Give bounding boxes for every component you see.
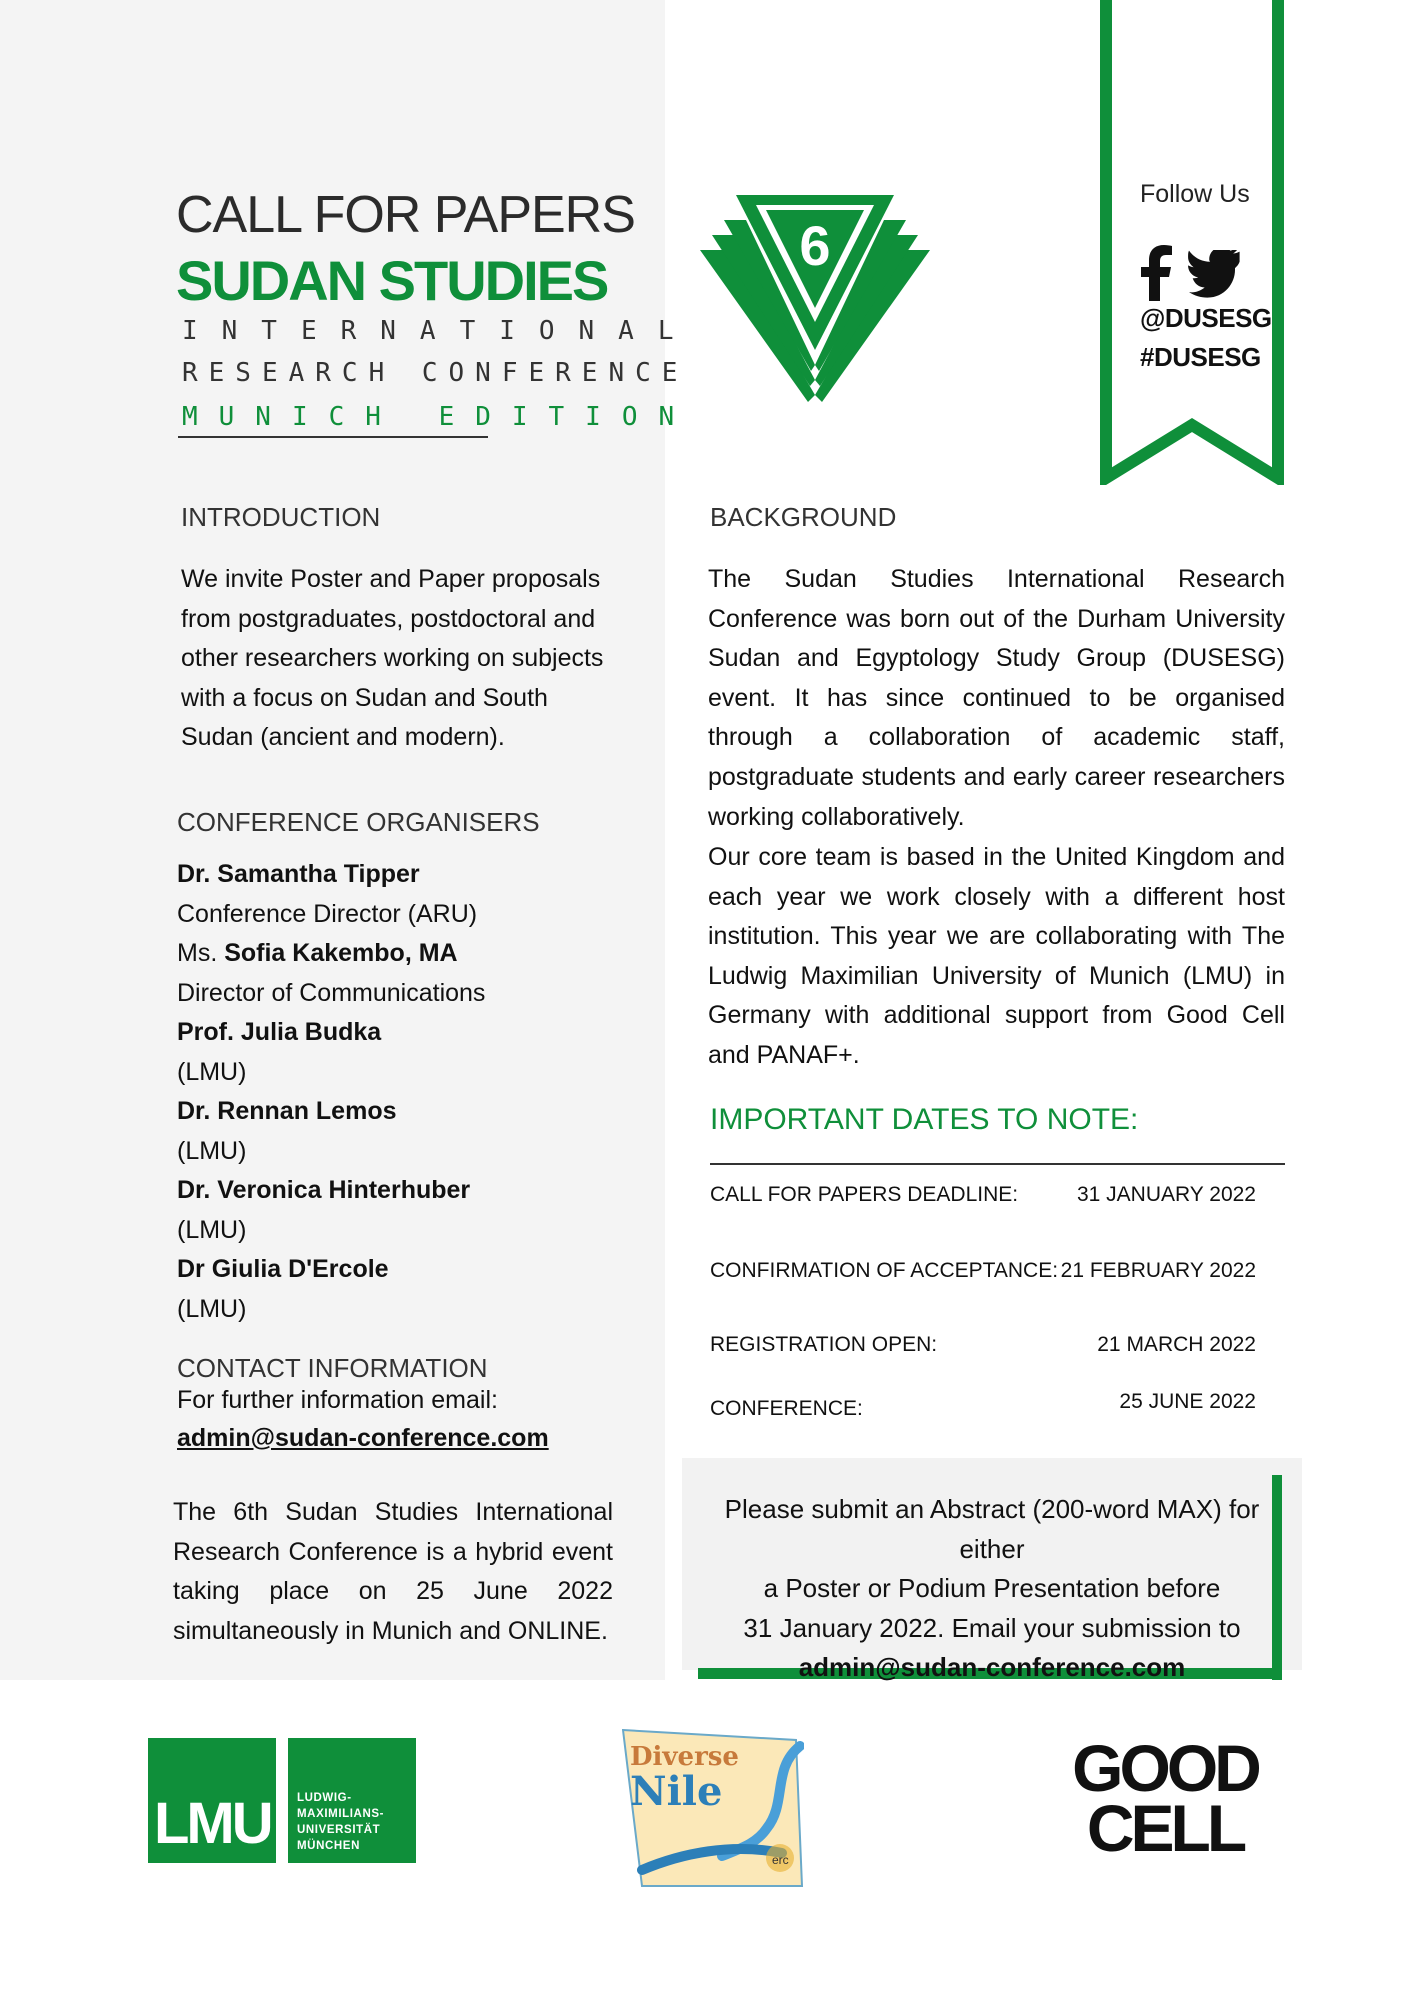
subtitle-research-conference: RESEARCH CONFERENCE [182,358,689,388]
date-label: CONFERENCE: [710,1397,863,1420]
follow-us-ribbon [1100,0,1285,485]
social-handle: @DUSESG [1140,303,1272,333]
organiser-role: (LMU) [177,1136,247,1165]
organiser-role: (LMU) [177,1294,247,1323]
organiser-role: (LMU) [177,1057,247,1086]
organiser-role: (LMU) [177,1215,247,1244]
follow-us-label: Follow Us [1140,180,1250,208]
dates-heading: IMPORTANT DATES TO NOTE: [710,1103,1139,1136]
organisers-heading: CONFERENCE ORGANISERS [177,807,540,837]
organiser-prefix: Ms. [177,939,225,967]
lmu-logo-wordmark [288,1738,416,1863]
date-value: 25 JUNE 2022 [1119,1390,1256,1413]
sudan-studies-title: SUDAN STUDIES [176,249,608,312]
submit-instructions [692,1490,1292,1688]
date-label: CALL FOR PAPERS DEADLINE: [710,1183,1019,1206]
organiser-role: Conference Director (ARU) [177,899,478,928]
organiser-role: Director of Communications [177,978,486,1007]
organiser-name: Dr. Samantha Tipper [177,860,420,888]
conference-logo [700,190,930,405]
organiser-name: Dr. Veronica Hinterhuber [177,1176,471,1204]
lmu-wordmark-line: MAXIMILIANS- [297,1808,385,1820]
lmu-wordmark-line: UNIVERSITÄT [297,1824,381,1836]
submit-line-2: a Poster or Podium Presentation before [763,1573,1221,1603]
diverse-word: Diverse [630,1742,739,1772]
call-for-papers-title: CALL FOR PAPERS [176,186,635,244]
background-heading: BACKGROUND [710,502,897,532]
background-paragraph-1: The Sudan Studies International Research Conference was born out of the Durham University Sudan and Egyptology Study Group (DUSESG) event. It has since continued to be organised through a collaboration of academic staff, postgraduate students and early career researchers working collaboratively. [708,565,1285,831]
title-underline [178,436,488,438]
lmu-logo-mark [148,1738,276,1863]
contact-email-wrap [177,1424,549,1453]
submit-email-link[interactable]: admin@sudan-conference.com [798,1652,1186,1682]
contact-email-link[interactable]: admin@sudan-conference.com [177,1424,549,1452]
diverse-nile-logo [622,1728,804,1888]
contact-heading: CONTACT INFORMATION [177,1353,488,1383]
date-value: 31 JANUARY 2022 [1076,1183,1256,1206]
hybrid-note: The 6th Sudan Studies International Research Conference is a hybrid event taking place on 25 June 2022 simultaneously in Munich and ONLINE. [173,1498,613,1645]
organiser-name: Sofia Kakembo, MA [224,939,458,967]
introduction-text: We invite Poster and Paper proposals from postgraduates, postdoctoral and other researchers working on subjects with a focus on Sudan and South Sudan (ancient and modern). [181,565,604,752]
social-hashtag: #DUSESG [1140,342,1261,372]
date-value: 21 FEBRUARY 2022 [1060,1259,1256,1282]
organiser-name-row [177,934,647,974]
organiser-name: Dr Giulia D'Ercole [177,1255,389,1283]
good-cell-line-2: CELL [1086,1791,1244,1865]
lmu-wordmark-line: LUDWIG- [297,1792,352,1804]
subtitle-munich-edition: MUNICH EDITION [182,402,696,432]
subtitle-international: INTERNATIONAL [182,316,698,346]
submit-line-1: Please submit an Abstract (200-word MAX) for either [724,1494,1260,1564]
nile-word: Nile [630,1768,723,1815]
facebook-icon[interactable] [1140,245,1176,301]
good-cell-line-1: GOOD [1072,1731,1258,1805]
logo-number: 6 [799,214,831,277]
lmu-wordmark-line: MÜNCHEN [297,1840,360,1852]
organiser-name: Prof. Julia Budka [177,1018,382,1046]
lmu-logo-text: LMU [154,1791,271,1856]
contact-text: For further information email: [177,1386,498,1414]
background-paragraph-2: Our core team is based in the United Kingdom and each year we work closely with a different host institution. This year we are collaborating with The Ludwig Maximilian University of Munich (LMU) in Germany with additional support from Good Cell and PANAF+. [708,843,1285,1069]
submit-line-3: 31 January 2022. Email your submission to [743,1612,1241,1643]
organiser-name: Dr. Rennan Lemos [177,1097,397,1125]
date-value: 21 MARCH 2022 [1097,1333,1256,1356]
introduction-heading: INTRODUCTION [181,502,381,532]
dates-rule [710,1163,1285,1165]
good-cell-logo [1065,1731,1265,1865]
organisers-list [177,855,647,1329]
twitter-icon[interactable] [1186,250,1242,298]
date-label: REGISTRATION OPEN: [710,1333,938,1356]
date-label: CONFIRMATION OF ACCEPTANCE: [710,1259,1059,1282]
erc-mark: erc [772,1853,789,1867]
